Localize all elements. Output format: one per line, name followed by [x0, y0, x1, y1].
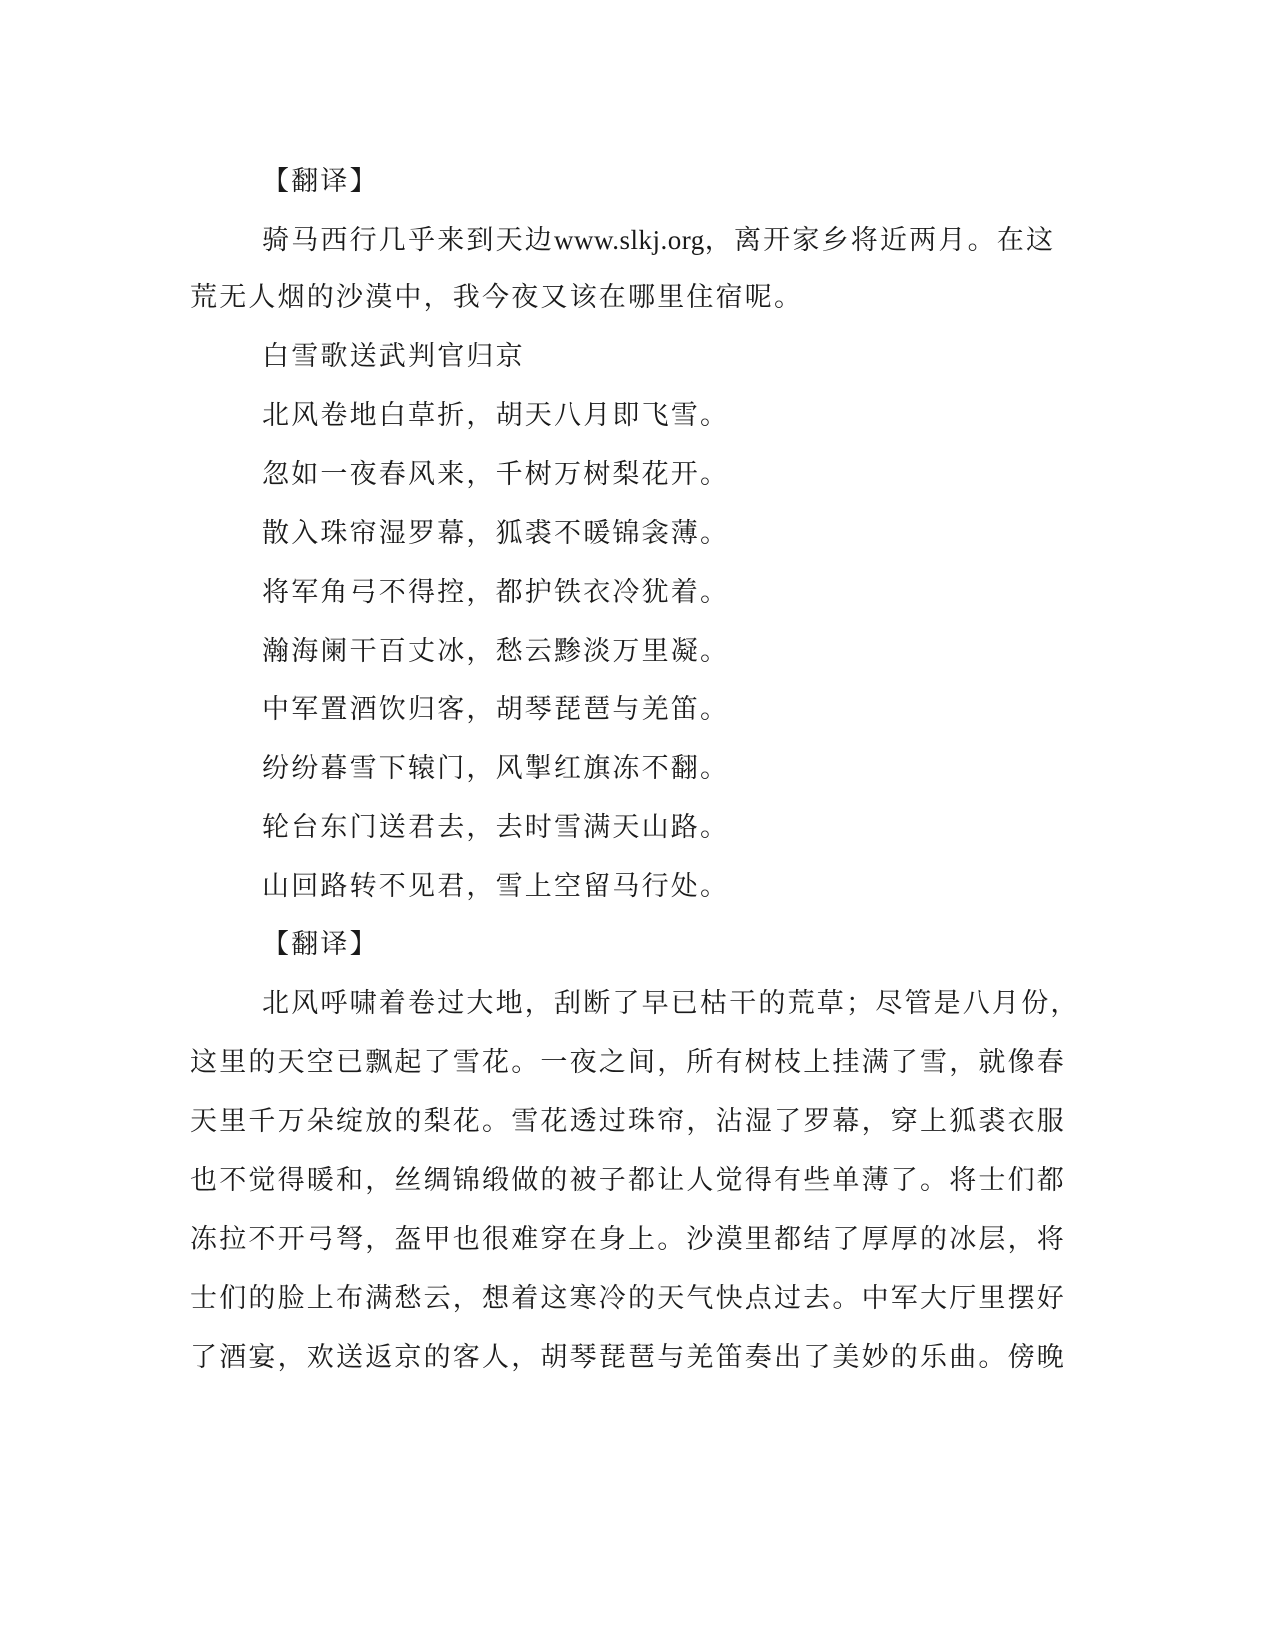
translation-paragraph-line: 这里的天空已飘起了雪花。一夜之间，所有树枝上挂满了雪，就像春 — [190, 1047, 1066, 1078]
poem-line: 忽如一夜春风来，千树万树梨花开。 — [262, 459, 730, 490]
poem-line: 将军角弓不得控，都护铁衣冷犹着。 — [262, 577, 730, 608]
translation-paragraph-line: 了酒宴，欢送返京的客人，胡琴琵琶与羌笛奏出了美妙的乐曲。傍晚 — [190, 1342, 1066, 1373]
poem-line: 轮台东门送君去，去时雪满天山路。 — [262, 812, 730, 843]
text-segment: 骑马西行几乎来到天边 — [262, 225, 554, 256]
text-segment: ，离开家乡将近两月。在这 — [704, 225, 1056, 256]
website-url: www.slkj.org — [554, 225, 705, 255]
poem-line: 散入珠帘湿罗幕，狐裘不暖锦衾薄。 — [262, 518, 730, 549]
translation-paragraph-line: 冻拉不开弓弩，盔甲也很难穿在身上。沙漠里都结了厚厚的冰层，将 — [190, 1224, 1066, 1255]
section-heading: 【翻译】 — [262, 929, 379, 960]
poem-line: 瀚海阑干百丈冰，愁云黪淡万里凝。 — [262, 636, 730, 667]
poem-line: 中军置酒饮归客，胡琴琵琶与羌笛。 — [262, 694, 730, 725]
translation-paragraph-line: 北风呼啸着卷过大地，刮断了早已枯干的荒草；尽管是八月份， — [262, 988, 1080, 1019]
translation-paragraph-line — [262, 220, 1142, 261]
poem-line: 北风卷地白草折，胡天八月即飞雪。 — [262, 400, 730, 431]
translation-paragraph-line: 荒无人烟的沙漠中，我今夜又该在哪里住宿呢。 — [190, 282, 804, 313]
translation-paragraph-line: 天里千万朵绽放的梨花。雪花透过珠帘，沾湿了罗幕，穿上狐裘衣服 — [190, 1106, 1066, 1137]
translation-paragraph-line: 也不觉得暖和，丝绸锦缎做的被子都让人觉得有些单薄了。将士们都 — [190, 1165, 1066, 1196]
poem-line: 纷纷暮雪下辕门，风掣红旗冻不翻。 — [262, 753, 730, 784]
poem-line: 山回路转不见君，雪上空留马行处。 — [262, 871, 730, 902]
section-heading: 【翻译】 — [262, 166, 379, 197]
poem-title: 白雪歌送武判官归京 — [262, 341, 525, 372]
translation-paragraph-line: 士们的脸上布满愁云，想着这寒冷的天气快点过去。中军大厅里摆好 — [190, 1283, 1066, 1314]
